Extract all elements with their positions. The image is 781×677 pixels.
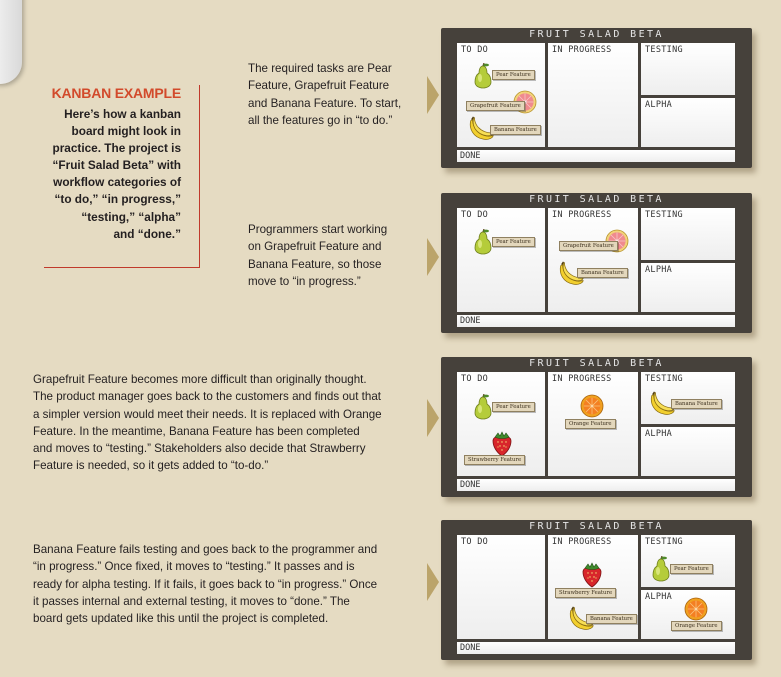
step-line: move to “in progress.” bbox=[248, 274, 361, 288]
card-strawberry-feature: Strawberry Feature bbox=[464, 455, 525, 465]
orange-icon bbox=[684, 597, 708, 621]
card-pear-feature: Pear Feature bbox=[492, 70, 535, 80]
step-line: Grapefruit Feature becomes more difficult than originally thought. bbox=[33, 373, 367, 386]
column-done bbox=[457, 642, 735, 654]
sidebar-line: practice. The project is bbox=[52, 141, 181, 156]
step-line: Feature, Grapefruit Feature bbox=[248, 79, 390, 93]
step-line: Banana Feature fails testing and goes back to the programmer and bbox=[33, 543, 378, 556]
sidebar-line: “testing,” “alpha” bbox=[81, 209, 181, 224]
sidebar-line: workflow categories of bbox=[53, 175, 181, 190]
column-label-alpha: ALPHA bbox=[645, 592, 673, 602]
strawberry-icon bbox=[581, 562, 603, 588]
card-banana-feature: Banana Feature bbox=[671, 399, 722, 409]
column-label-todo: TO DO bbox=[461, 45, 489, 55]
sidebar-line: “to do,” “in progress,” bbox=[54, 192, 181, 207]
sidebar-line: “Fruit Salad Beta” with bbox=[52, 158, 181, 173]
column-label-testing: TESTING bbox=[645, 537, 683, 547]
column-label-done: DONE bbox=[460, 643, 481, 653]
step-line: The product manager goes back to the customers and finds out that bbox=[33, 390, 382, 404]
column-label-alpha: ALPHA bbox=[645, 100, 673, 110]
column-alpha bbox=[641, 427, 735, 476]
arrow-right-icon bbox=[427, 238, 439, 276]
kanban-board-stage-4 bbox=[441, 520, 752, 660]
column-label-done: DONE bbox=[460, 480, 481, 490]
step-line: The required tasks are Pear bbox=[248, 62, 392, 75]
column-alpha bbox=[641, 98, 735, 147]
pear-icon bbox=[473, 394, 493, 420]
orange-icon bbox=[580, 394, 604, 418]
step-line: Feature. In the meantime, Banana Feature has been completed bbox=[33, 424, 360, 438]
column-label-done: DONE bbox=[460, 316, 481, 326]
column-label-todo: TO DO bbox=[461, 537, 489, 547]
strawberry-icon bbox=[491, 431, 513, 457]
card-banana-feature: Banana Feature bbox=[490, 125, 541, 135]
card-banana-feature: Banana Feature bbox=[577, 268, 628, 278]
card-pear-feature: Pear Feature bbox=[492, 237, 535, 247]
sidebar-intro bbox=[44, 85, 200, 268]
column-alpha bbox=[641, 263, 735, 312]
column-label-inprogress: IN PROGRESS bbox=[552, 45, 612, 55]
column-label-alpha: ALPHA bbox=[645, 265, 673, 275]
page-corner-decoration bbox=[0, 0, 22, 84]
step-line: it passes internal and external testing, it moves to “done.” The bbox=[33, 594, 350, 608]
step-line: Programmers start working bbox=[248, 223, 388, 236]
arrow-right-icon bbox=[427, 399, 439, 437]
column-todo bbox=[457, 535, 545, 639]
card-pear-feature: Pear Feature bbox=[670, 564, 713, 574]
sidebar-title: KANBAN EXAMPLE bbox=[51, 85, 181, 101]
board-title: FRUIT SALAD BETA bbox=[529, 358, 664, 369]
card-strawberry-feature: Strawberry Feature bbox=[555, 588, 616, 598]
step-1-text bbox=[248, 60, 428, 129]
step-4-text bbox=[33, 541, 425, 627]
card-grapefruit-feature: Grapefruit Feature bbox=[559, 241, 618, 251]
step-line: a simpler version would meet their needs. It is replaced with Orange bbox=[33, 407, 382, 421]
arrow-right-icon bbox=[427, 76, 439, 114]
board-title: FRUIT SALAD BETA bbox=[529, 29, 664, 40]
column-label-inprogress: IN PROGRESS bbox=[552, 210, 612, 220]
step-line: board gets updated like this until the project is completed. bbox=[33, 612, 329, 626]
step-line: Banana Feature, so those bbox=[248, 257, 382, 271]
pear-icon bbox=[473, 63, 493, 89]
column-todo bbox=[457, 208, 545, 312]
pear-icon bbox=[473, 229, 493, 255]
card-pear-feature: Pear Feature bbox=[492, 402, 535, 412]
sidebar-line: and “done.” bbox=[113, 226, 181, 241]
column-label-inprogress: IN PROGRESS bbox=[552, 374, 612, 384]
sidebar-line: Here’s how a kanban bbox=[64, 107, 181, 121]
step-line: and moves to “testing.” Stakeholders also decide that Strawberry bbox=[33, 442, 366, 456]
column-label-testing: TESTING bbox=[645, 210, 683, 220]
column-inprogress bbox=[548, 208, 638, 312]
column-testing bbox=[641, 208, 735, 260]
card-banana-feature: Banana Feature bbox=[586, 614, 637, 624]
arrow-right-icon bbox=[427, 563, 439, 601]
card-orange-feature: Orange Feature bbox=[565, 419, 616, 429]
step-line: “in progress.” Once fixed, it moves to “testing.” It passes and is bbox=[33, 560, 355, 574]
column-done bbox=[457, 479, 735, 491]
kanban-board-stage-2 bbox=[441, 193, 752, 333]
board-title: FRUIT SALAD BETA bbox=[529, 194, 664, 205]
column-label-testing: TESTING bbox=[645, 374, 683, 384]
step-line: Feature is needed, so it gets added to “to-do.” bbox=[33, 459, 269, 473]
step-2-text bbox=[248, 221, 428, 290]
column-label-todo: TO DO bbox=[461, 210, 489, 220]
board-title: FRUIT SALAD BETA bbox=[529, 521, 664, 532]
step-3-text bbox=[33, 371, 425, 475]
column-label-done: DONE bbox=[460, 151, 481, 161]
sidebar-description bbox=[41, 106, 181, 243]
column-label-alpha: ALPHA bbox=[645, 429, 673, 439]
step-line: all the features go in “to do.” bbox=[248, 113, 393, 127]
card-orange-feature: Orange Feature bbox=[671, 621, 722, 631]
kanban-board-stage-1 bbox=[441, 28, 752, 168]
step-line: and Banana Feature. To start, bbox=[248, 96, 402, 110]
column-label-testing: TESTING bbox=[645, 45, 683, 55]
column-inprogress bbox=[548, 43, 638, 147]
column-label-inprogress: IN PROGRESS bbox=[552, 537, 612, 547]
column-label-todo: TO DO bbox=[461, 374, 489, 384]
step-line: ready for alpha testing. If it fails, it goes back to “in progress.” Once bbox=[33, 577, 378, 591]
column-testing bbox=[641, 43, 735, 95]
kanban-board-stage-3 bbox=[441, 357, 752, 497]
step-line: on Grapefruit Feature and bbox=[248, 240, 382, 254]
column-done bbox=[457, 150, 735, 162]
pear-icon bbox=[651, 556, 671, 582]
card-grapefruit-feature: Grapefruit Feature bbox=[466, 101, 525, 111]
sidebar-line: board might look in bbox=[71, 124, 181, 139]
column-done bbox=[457, 315, 735, 327]
